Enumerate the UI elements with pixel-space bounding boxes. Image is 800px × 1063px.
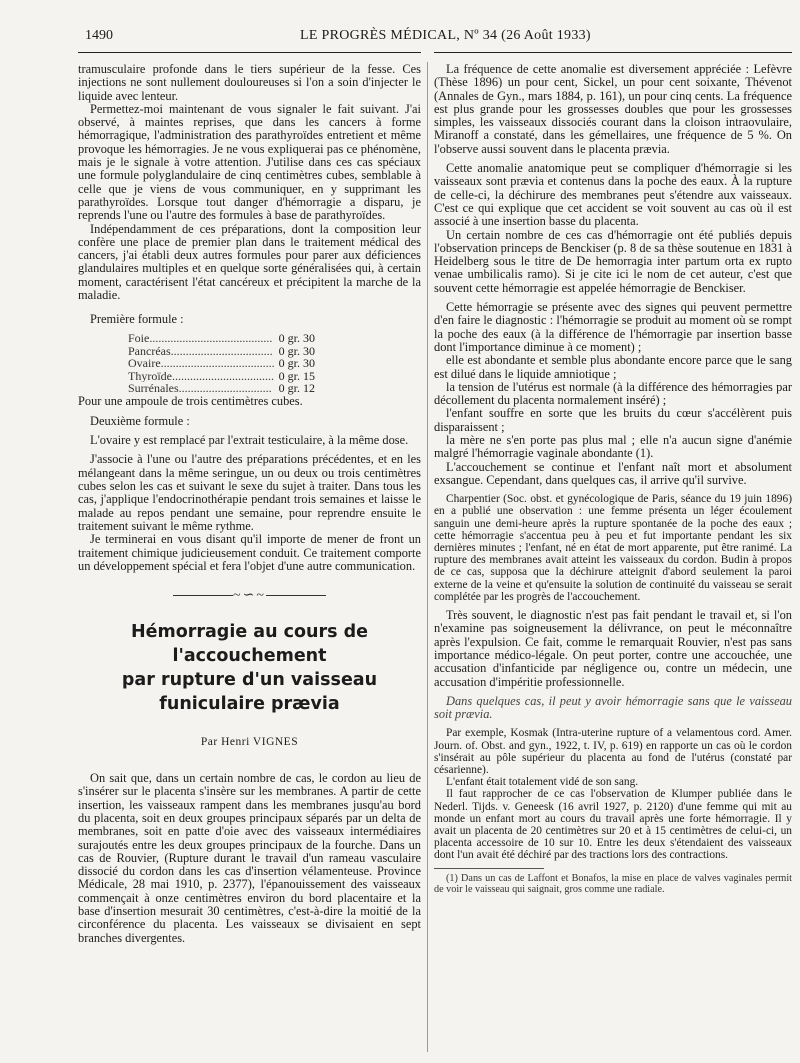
formula-1-table <box>128 332 315 395</box>
byline: Par Henri VIGNES <box>200 736 299 749</box>
paragraph: Dans quelques cas, il peut y avoir hémorragie sans que le vaisseau soit prævia. <box>434 693 792 722</box>
ingredient-name: Foie <box>128 332 150 345</box>
formula-row <box>128 382 315 395</box>
column-divider <box>427 62 428 1052</box>
ingredient-dose: 0 gr. 30 <box>278 356 315 371</box>
ingredient-dose: 0 gr. 30 <box>278 331 315 346</box>
header-rule-right <box>434 52 792 53</box>
paragraph: elle est abondante et semble plus abondante encore parce que le sang est dilué dans le liquide amniotique ; <box>434 353 792 381</box>
footnote-rule <box>434 868 544 869</box>
journal-title: LE PROGRÈS MÉDICAL, Nº 34 (26 Août 1933) <box>300 28 591 43</box>
article-title-line: Hémorragie au cours de l'accouchement <box>130 622 369 667</box>
paragraph: Permettez-moi maintenant de vous signaler le fait suivant. J'ai observé, à maintes reprises, que dans les cancers à forme hémorragique, l'administration des parathyroïdes entretient et même provoque les hémorragies. Je ne vous expliquerai pas ce phénomène, mais je le signale à votre attention. J'utilise dans ces cas spéciaux une formule polyglandulaire de cinq centimètres cubes, semblable à celle que je viens de vous communiquer, en y supprimant les parathyroïdes. Lorsque tout danger d'hémorragie a disparu, je reprends l'une ou l'autre des formules à base de parathyroïdes. <box>78 101 421 223</box>
formula-1-title: Première formule : <box>90 312 184 327</box>
formula-1-footer: Pour une ampoule de trois centimètres cubes. <box>78 393 303 408</box>
article-title <box>78 620 421 716</box>
paragraph: L'ovaire y est remplacé par l'extrait testiculaire, à la même dose. <box>90 433 409 448</box>
paragraph: J'associe à l'une ou l'autre des préparations précédentes, et en les mélangeant dans la même seringue, un ou deux ou trois centimètres cubes selon les cas et suivant le sexe du sujet à traiter. Dans tous les cas, j'applique l'endocrinothérapie pendant trois semaines et laisse le malade au repos pendant une semaine, pour reprendre ensuite le traitement suivant le même rythme. <box>78 452 421 533</box>
paragraph: Un certain nombre de ces cas d'hémorragie ont été publiés depuis l'observation princeps de Benckiser (p. 8 de sa thèse soutenue en 1831 à Heidelberg sous le titre de De hemorragia inter partum orta ex rupto venae umbilicalis ramo). Si je cite ici le nom de cet auteur, c'est que souvent cette hémorragie est appelée hémorragie de Benckiser. <box>434 227 792 295</box>
leader-dots: .................................. <box>172 369 274 383</box>
paragraph: Je terminerai en vous disant qu'il importe de mener de front un traitement chimique judicieusement conduit. Ce traitement comporte un développement spécial et fera l'objet d'une autre communication. <box>78 532 421 573</box>
running-header <box>0 28 800 50</box>
page-number: 1490 <box>85 28 113 43</box>
paragraph: l'enfant souffre en sorte que les bruits du cœur s'accélèrent puis disparaissent ; <box>434 406 792 434</box>
right-column <box>434 63 792 895</box>
article-title-line: par rupture d'un vaisseau <box>121 670 378 691</box>
paragraph: Cette anomalie anatomique peut se compliquer d'hémorragie si les vaisseaux sont prævia et contenus dans la poche des eaux. À la rupture de celle-ci, la déchirure des membranes peut s'étendre aux vaisseaux. C'est ce qui explique que cet accident se voit souvent au cas où il est associé à une insertion basse du placenta. <box>434 161 792 229</box>
leader-dots: ............................... <box>178 382 272 395</box>
paragraph: Très souvent, le diagnostic n'est pas fait pendant le travail et, si l'on n'examine pas soigneusement la délivrance, on peut le méconnaître après l'expulsion. Ce fait, comme le remarquait Rouvier, n'est pas sans importance médico-légale. On peut porter, contre une accouchée, une accusation d'infanticide par négligence ou, contre un médecin, une accusation d'impéritie professionnelle. <box>434 608 792 689</box>
ornament-flourish: ~∽~ <box>233 588 266 604</box>
paragraph: On sait que, dans un certain nombre de cas, le cordon au lieu de s'insérer sur le placenta s'insère sur les membranes. A partir de cette insertion, les vaisseaux rampent dans les membranes jusqu'au bord du placenta, soit en deux groupes principaux séparés par un delta de membranes, soit en patte d'oie avec des vaisseaux intermédiaires surajoutés entre les deux groupes principaux de la fourche. Dans un cas de Rouvier, (Rupture durant le travail d'un rameau vasculaire dissocié du cordon dans les cas d'insertion vélamenteuse. Province Médicale, 28 mai 1910, p. 2377), l'épanouissement des vaisseaux commençait à onze centimètres environ du bord placentaire et la base d'insertion mesurait 30 centimètres, c'est-à-dire la moitié de la circonférence du placenta. Les vaisseaux se divisaient en sept branches divergentes. <box>78 771 421 945</box>
paragraph: Indépendamment de ces préparations, dont la composition leur confère une place de premier plan dans le traitement médical des cancers, j'ai établi deux autres formules pour parer aux déficiences glandulaires multiples et en quelque sorte généralisées qui, à certain moment, caractérisent l'état cancéreux et précipitent la marche de la maladie. <box>78 221 421 303</box>
formula-row <box>128 332 315 345</box>
left-column <box>78 63 421 945</box>
ingredient-name: Ovaire <box>128 357 161 370</box>
leader-dots: ......................................... <box>149 332 273 345</box>
paragraph: L'accouchement se continue et l'enfant naît mort et absolument exsangue. Cependant, dans quelques cas, il arrive qu'il survive. <box>434 459 792 487</box>
article-title-line: funiculaire prævia <box>159 694 340 715</box>
formula-row <box>128 357 315 370</box>
leader-dots: ...................................... <box>160 357 275 370</box>
ingredient-dose: 0 gr. 12 <box>278 381 315 396</box>
paragraph: la tension de l'utérus est normale (à la différence des hémorragies par décollement du placenta normalement inséré) ; <box>434 379 792 408</box>
paragraph: Par exemple, Kosmak (Intra-uterine rupture of a velamentous cord. Amer. Journ. of. Obst. and gyn., 1922, t. IV, p. 619) en rapporte un cas où le cordon s'insérait au pôle supérieur du placenta au fond de l'utérus (constaté par césarienne). <box>434 727 792 777</box>
section-ornament <box>78 587 421 604</box>
ingredient-dose: 0 gr. 30 <box>278 343 315 358</box>
ingredient-name: Surrénales <box>128 382 179 395</box>
ingredient-name: Pancréas <box>128 344 171 358</box>
formula-2-title: Deuxième formule : <box>90 414 190 429</box>
paragraph: La fréquence de cette anomalie est diversement appréciée : Lefèvre (Thèse 1896) un pour cent, Sickel, un pour cent soixante, Thévenot (Annales de Gyn., mars 1884, p. 161), un pour cinq cents. La fréquence est plus grande pour les grossesses doubles que pour les grossesses simples, les vaisseaux dissociés courant dans la cloison intraovulaire, Miranoff a constaté, dans les gémellaires, une fréquence de 5 %. On l'observe aussi souvent dans le placenta prævia. <box>434 62 792 156</box>
leader-dots: .................................. <box>170 344 273 358</box>
paragraph: tramusculaire profonde dans le tiers supérieur de la fesse. Ces injections ne sont nullement douloureuses si l'on a soin d'injecter le liquide avec lenteur. <box>78 62 421 103</box>
paragraph: Il faut rapprocher de ce cas l'observation de Klumper publiée dans le Nederl. Tijds. v. Geneesk (16 avril 1927, p. 2120) d'une femme qui mit au monde un enfant mort au cours du travail après une forte hémorragie. Il y avait un placenta de 20 centimètres sur 20 et à 15 centimètres de celui-ci, un placenta accessoire de 10 sur 10. Entre les deux s'étendaient des vaisseaux dont l'un avait été déchiré par des tractions lors des contractions. <box>434 788 792 862</box>
paragraph: L'enfant était totalement vidé de son sang. <box>446 776 639 789</box>
paragraph: Charpentier (Soc. obst. et gynécologique de Paris, séance du 19 juin 1896) en a publié une observation : une femme présenta un léger écoulement sanguin une demi-heure après la rupture spontanée de la poche des eaux ; cette hémorragie s'accentua peu à peu et fut importante pendant les six dernières minutes ; l'enfant, né en état de mort apparente, put être ranimé. La rupture des membranes avait atteint les vaisseaux du cordon. Budin à propos de ce cas, supposa que la déchirure atteignit d'abord seulement la paroi externe de la veine et qu'ensuite la solution de continuité du vaisseau se serait complétée par les progrès de l'accouchement. <box>434 493 792 603</box>
ingredient-name: Thyroïde <box>128 369 172 383</box>
paragraph: la mère ne s'en porte pas plus mal ; elle n'a aucun signe d'anémie malgré l'hémorragie vaginale abondante (1). <box>434 433 792 461</box>
footnote-text: (1) Dans un cas de Laffont et Bonafos, la mise en place de valves vaginales permit de voir le vaisseau qui saignait, gros comme une radiale. <box>434 872 792 895</box>
header-rule-left <box>78 52 421 53</box>
ingredient-dose: 0 gr. 15 <box>278 368 315 383</box>
footnote <box>434 873 792 895</box>
paragraph: Cette hémorragie se présente avec des signes qui peuvent permettre d'en faire le diagnostic : l'hémorragie se produit au moment où se rompt la poche des eaux (à la différence de l'hémorragie par insertion basse dont l'importance diminue à ce moment) ; <box>434 300 792 354</box>
